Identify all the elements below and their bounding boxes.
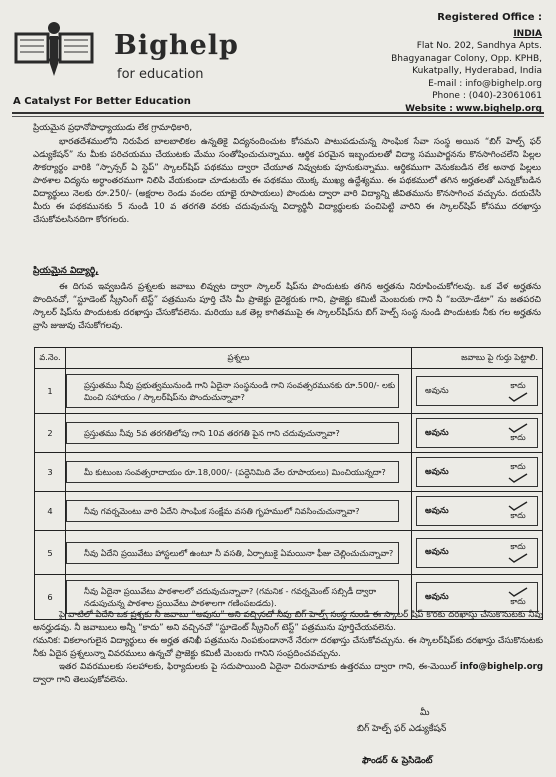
- answer-box: [416, 376, 538, 406]
- answer-box: [416, 538, 538, 568]
- question-cell: [66, 414, 412, 453]
- table-row: [35, 453, 543, 492]
- logo: [14, 12, 239, 92]
- open-book-person-icon: [14, 20, 94, 80]
- answer-cell: [412, 414, 543, 453]
- answer-cell: [412, 369, 543, 414]
- website-value: www.bighelp.org: [455, 103, 542, 114]
- answer-cell: [412, 453, 543, 492]
- signature-title: ఫౌండర్ & ప్రెసిడెంట్: [362, 756, 433, 766]
- salutation-student: ప్రియమైన విద్యార్థి,: [33, 266, 99, 276]
- note-paragraph-text: పై వాటిలో ఏదేని ఒక ప్రశ్నకు నీ జవాబు “అవును” అని వచ్చినచో నీవు బిగ్ హెల్ప్ సంస్థ నుండి ఈ స్కాలర్ షిప్ కొరకు దరఖాస్తు చేసుకొనుటకు నీవు అనర్హుడవు. నీ జవాబులు అన్నీ “కాదు” అని వచ్చినచో “స్టూడెంట్ స్క్రీనింగ్ టెస్ట్” పత్రమును పూర్తిచేయవలెను.: [33, 610, 543, 633]
- country: INDIA: [513, 28, 542, 39]
- answer-option-no-label: కాదు: [510, 542, 526, 551]
- answer-option-yes[interactable]: అవును: [425, 504, 449, 515]
- question-number: 4: [35, 492, 66, 531]
- answer-box: [416, 582, 538, 612]
- question-text: నీవు ఏదైనా ప్రయివేటు పాఠశాలలో చదువుచున్నావా? (గమనిక - గవర్నమెంట్ సబ్సిడీ ద్వారా నడుపుచున్న పాఠశాల ప్రయివేటు పాఠశాలగా గణింపబడదు).: [84, 586, 377, 608]
- phone-value: (040)-23061061: [468, 91, 542, 101]
- question-box: [66, 461, 399, 483]
- table-header-row: [35, 348, 543, 369]
- signature-mark: మీ: [420, 708, 430, 718]
- address-line: Bhagyanagar Colony, Opp. KPHB,: [391, 53, 542, 64]
- answer-option-no[interactable]: [507, 501, 529, 522]
- answer-option-no[interactable]: [507, 542, 529, 563]
- answer-option-no[interactable]: [507, 423, 529, 444]
- email-label: E-mail :: [428, 78, 463, 89]
- salutation-headmaster: ప్రియమైన ప్రధానోపాధ్యాయుడు లేక గ్రామాధికారి,: [33, 123, 193, 133]
- question-text: నీవు ఏదేని ప్రయివేటు హాస్టలులో ఉంటూ నీ వసతి, ఏర్పాటుకై ఏమయినా ఫీజు చెల్లించుచున్నావా?: [84, 547, 394, 558]
- answer-option-yes[interactable]: అవును: [425, 546, 449, 556]
- header-divider-thin: [12, 116, 544, 117]
- table-row: [35, 531, 543, 575]
- table-row: [35, 492, 543, 531]
- tick-mark-icon: [507, 553, 529, 563]
- header-divider: [12, 112, 544, 114]
- question-number: 3: [35, 453, 66, 492]
- website-label: Website :: [405, 103, 453, 114]
- answer-option-yes[interactable]: అవును: [425, 384, 449, 395]
- signature-organization: బిగ్ హెల్ప్ ఫర్ ఎడ్యుకేషన్: [357, 724, 447, 734]
- question-number: 5: [35, 531, 66, 575]
- tagline: A Catalyst For Better Education: [13, 96, 191, 107]
- question-cell: [66, 369, 412, 414]
- answer-option-no-label: కాదు: [510, 510, 526, 520]
- answer-option-no[interactable]: [507, 587, 529, 608]
- answer-option-yes[interactable]: అవును: [425, 590, 449, 601]
- registered-office: [342, 12, 542, 115]
- answer-option-no-label: కాదు: [510, 380, 526, 390]
- contact-email[interactable]: info@bighelp.org: [459, 662, 543, 672]
- phone-line: [342, 90, 542, 103]
- answer-box: [416, 418, 538, 448]
- brand-subtitle: for education: [117, 67, 204, 82]
- answer-box: [416, 457, 538, 487]
- address-line: Flat No. 202, Sandhya Apts.: [416, 41, 542, 51]
- column-header-questions: ప్రశ్నలు: [66, 348, 412, 369]
- table-row: [35, 369, 543, 414]
- question-number: 2: [35, 414, 66, 453]
- student-paragraph-text: ఈ దిగువ ఇవ్వబడిన ప్రశ్నలకు జవాబు లివ్వుట ద్వారా స్కాలర్ షిప్‌ను పొందుటకు తగిన అర్హతను నిరూపించుకోగలవు. ఒక వేళ అర్హతను పొందినచో, “స్టూడెంట్ స్క్రీనింగ్ టెస్ట్” పత్రమును పూర్తి చేసి మీ ప్రాజెక్టు డైరెక్టరుకు గాని, ప్రాజెక్టు కమిటీ మెంబరుకు గాని నీ “బయో-డేటా” ను జతపరచి స్కాలర్ షిప్‌ను పొందుటకు దరఖాస్తు చేసుకోవలెను. మరియు ఒక తెల్ల కాగితముపై ఈ స్కాలర్‌షిప్‌ను బిగ్ హెల్ప్ సంస్థ నుండి పొందుటకు నీకు గల అర్హతను వ్రాసి జుజువు చేసుకోగలవు.: [33, 282, 541, 331]
- question-box: [66, 500, 399, 522]
- answer-box: [416, 496, 538, 526]
- table-row: [35, 414, 543, 453]
- brand-name: Bighelp: [114, 30, 239, 61]
- column-header-number: వ.నెం.: [35, 348, 66, 369]
- tick-mark-icon: [507, 423, 529, 433]
- question-text: ప్రస్తుతము నీవు 5వ తరగతిలోపు గాని 10వ తరగతి పైన గాని చదువుచున్నావా?: [84, 428, 340, 438]
- disability-note: గమనిక: వికలాంగులైన విద్యార్థులు ఈ అర్హత తనిఖీ పత్రమును నింపకుండానానే నేరుగా దరఖాస్తు చేసుకోవచ్చును. ఈ స్కాలర్‌షిప్‌కు దరఖాస్తు చేసుకొనుటకు నీకు ఏదైన ప్రశ్నలున్నా వివరములు ఉన్నచో ప్రాజెక్టు కమిటీ మెంబరు గానిని సంప్రదించవచ్చును.: [33, 636, 543, 659]
- question-box: [66, 542, 399, 564]
- question-cell: [66, 492, 412, 531]
- email-value: info@bighelp.org: [465, 78, 542, 89]
- question-number: 6: [35, 575, 66, 620]
- intro-paragraph: [33, 136, 541, 227]
- contact-note: [33, 661, 543, 687]
- question-number: 1: [35, 369, 66, 414]
- answer-option-yes[interactable]: అవును: [425, 465, 449, 476]
- registered-office-title: Registered Office :: [437, 12, 542, 23]
- tick-mark-icon: [507, 473, 529, 483]
- question-text: నీవు గవర్నమెంటు వారి ఏదేని సాంఘిక సంక్షేమ వసతి గృహములో నివసించుచున్నావా?: [84, 506, 360, 516]
- answer-option-no-label: కాదు: [510, 461, 526, 471]
- question-box: [66, 374, 399, 408]
- question-text: మీ కుటుంబ సంవత్సరాదాయం రూ.18,000/- (పద్దెనిమిది వేల రూపాయలు) మించియున్నదా?: [84, 467, 386, 477]
- column-header-answer: జవాబు పై గుర్తు పెట్టాలి.: [412, 348, 543, 369]
- student-paragraph: [33, 281, 541, 333]
- intro-paragraph-text: భారతదేశములోని నిరుపేద బాలబాలికల ఉన్నతికై విద్యనందించుట కోసమని పాటుపడుచున్న సాంఘిక సేవా సంస్థ అయిన “బిగ్ హెల్ప్ ఫర్ ఎడ్యుకేషన్” ను మీకు పరిచయము చేయుటకు మేము సంతోషించుచున్నాము. ఆర్థిక పరమైన ఇబ్బందులతో విద్యా సముపార్జనను కొనసాగించలేని పిల్లల సౌకర్యార్థం వారికి “స్పాన్సర్ ఏ స్టెప్” స్కాలర్‌షిప్ పథకము ద్వారా చేయూత నివ్వుటకు పూనుకున్నాము. ఆర్థికముగా వెనుకబడిన లేక అనాథ పిల్లలు పాఠశాల విద్యను అర్ధాంతరముగా నిలిపి వేయకుండా చూడుటయే ఈ పథకము యొక్క ముఖ్య ఉద్దేశ్యము. ఈ పథకములో తగిన అర్హతలతో ఎన్నుకోబడిన విద్యార్థులు నెలకు రూ.250/- (అక్షరాల రెండు వందల యాభై రూపాయలు) పొందుట ద్వారా వారి విద్యాన్ని జీవితమును కొనసాగించ వచ్చును. దయచేసి మీరు ఈ పథకమునకు 5 నుండి 10 వ తరగతి వరకు చదువుచున్న విద్యార్థినీ విద్యార్థులకు పంచిపెట్టి వారిని ఈ స్కాలర్‌షిప్ కోసము దరఖాస్తు చేసుకోవలసినదిగా కోరగలరు.: [33, 137, 541, 225]
- question-text: ప్రస్తుతము నీవు ప్రభుత్వమునుండి గాని ఏదైనా సంస్థనుండి గాని సంవత్సరమునకు రూ.500/- లకు మించి సహాయం / స్కాలర్‌షిప్‌ను పొందుచున్నావా?: [84, 380, 396, 402]
- contact-note-prefix: ఇతర వివరములకు సలహాలకు, ఫిర్యాదులకు పై సదుపాయింది ఏదైనా చిరునామాకు ఉత్తరము ద్వారా గాని, ఈ-మెయిల్: [59, 662, 457, 672]
- answer-cell: [412, 492, 543, 531]
- contact-note-suffix: ద్వారా గాని తెలుపుకోవలెను.: [33, 675, 128, 685]
- address-line: Kukatpally, Hyderabad, India: [412, 66, 542, 76]
- answer-option-yes[interactable]: అవును: [425, 426, 449, 437]
- question-box: [66, 422, 399, 444]
- eligibility-table: [34, 347, 543, 620]
- tick-mark-icon: [507, 501, 529, 511]
- question-cell: [66, 453, 412, 492]
- tick-mark-icon: [507, 392, 529, 402]
- answer-option-no-label: కాదు: [510, 596, 526, 606]
- phone-label: Phone :: [432, 91, 466, 101]
- question-cell: [66, 531, 412, 575]
- answer-option-no[interactable]: [507, 462, 529, 483]
- answer-option-no-label: కాదు: [510, 432, 526, 442]
- tick-mark-icon: [507, 587, 529, 597]
- note-paragraph: [33, 609, 543, 687]
- answer-cell: [412, 531, 543, 575]
- email-line: [342, 78, 542, 91]
- answer-option-no[interactable]: [507, 381, 529, 402]
